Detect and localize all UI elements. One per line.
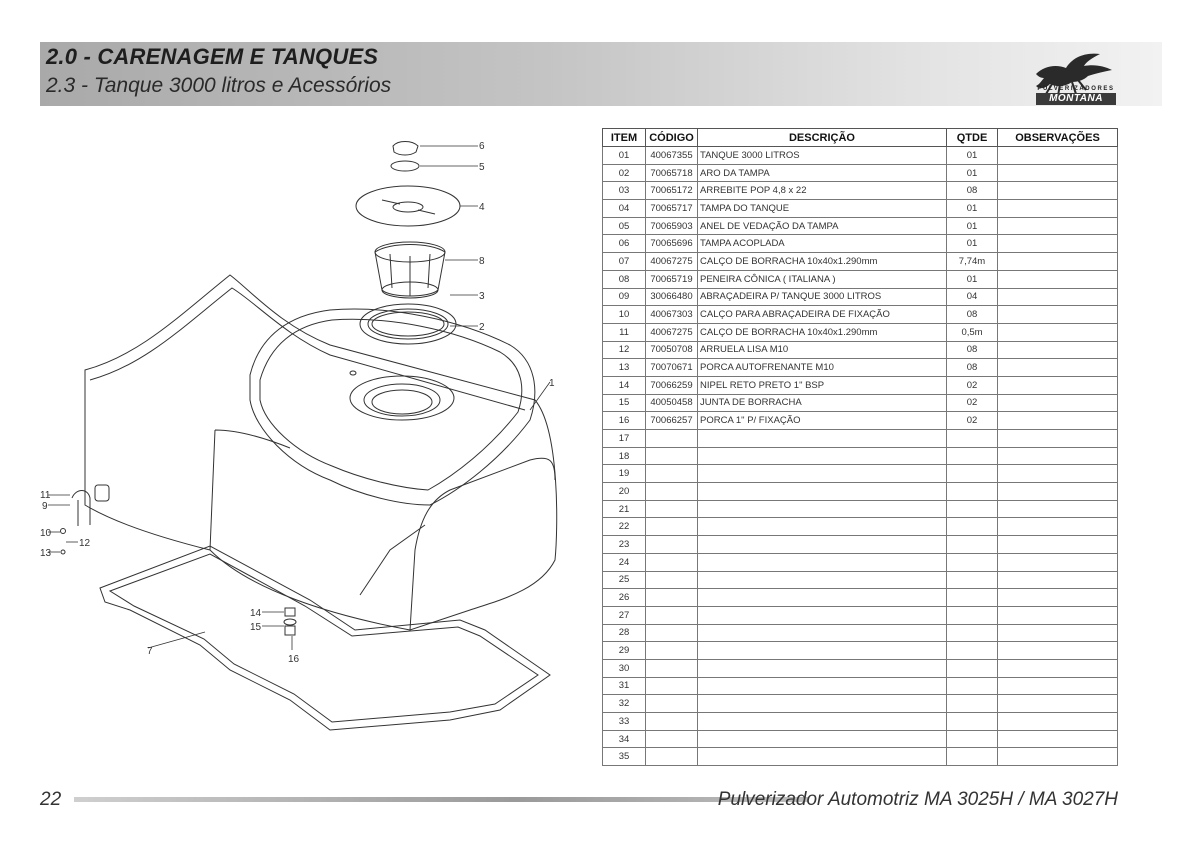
cell-description: NIPEL RETO PRETO 1" BSP — [698, 376, 947, 394]
cell-code — [646, 589, 698, 607]
cell-notes — [998, 553, 1118, 571]
table-row — [603, 518, 1118, 536]
part-lid — [356, 186, 460, 226]
cell-item: 35 — [603, 748, 646, 766]
cell-description — [698, 589, 947, 607]
callout-9: 9 — [42, 501, 48, 512]
cell-item: 07 — [603, 253, 646, 271]
cell-item: 08 — [603, 270, 646, 288]
cell-code — [646, 642, 698, 660]
callout-16: 16 — [288, 654, 300, 665]
table-row — [603, 536, 1118, 554]
cell-description — [698, 447, 947, 465]
cell-qty: 01 — [947, 147, 998, 165]
cell-item: 09 — [603, 288, 646, 306]
cell-description: CALÇO DE BORRACHA 10x40x1.290mm — [698, 323, 947, 341]
cell-code — [646, 695, 698, 713]
cell-description: ABRAÇADEIRA P/ TANQUE 3000 LITROS — [698, 288, 947, 306]
cell-item: 28 — [603, 624, 646, 642]
cell-description — [698, 500, 947, 518]
table-row — [603, 270, 1118, 288]
table-row — [603, 553, 1118, 571]
cell-notes — [998, 270, 1118, 288]
table-row — [603, 394, 1118, 412]
cell-qty: 08 — [947, 306, 998, 324]
subsection-title: 2.3 - Tanque 3000 litros e Acessórios — [46, 74, 392, 97]
cell-code — [646, 518, 698, 536]
table-row — [603, 695, 1118, 713]
col-header-qty: QTDE — [947, 129, 998, 147]
cell-notes — [998, 571, 1118, 589]
cell-description — [698, 659, 947, 677]
cell-notes — [998, 217, 1118, 235]
cell-description: PORCA AUTOFRENANTE M10 — [698, 359, 947, 377]
cell-item: 25 — [603, 571, 646, 589]
cell-description — [698, 536, 947, 554]
cell-qty — [947, 465, 998, 483]
cell-description: CALÇO DE BORRACHA 10x40x1.290mm — [698, 253, 947, 271]
cell-qty — [947, 536, 998, 554]
part-fitting — [285, 608, 295, 616]
footer-rule — [74, 797, 808, 802]
table-row — [603, 182, 1118, 200]
tank-dome — [250, 309, 535, 505]
callout-10: 10 — [40, 528, 52, 539]
cell-item: 33 — [603, 713, 646, 731]
parts-table-body — [603, 147, 1118, 766]
table-row — [603, 217, 1118, 235]
cell-item: 02 — [603, 164, 646, 182]
callout-5: 5 — [479, 162, 485, 173]
cell-item: 34 — [603, 730, 646, 748]
cell-item: 06 — [603, 235, 646, 253]
table-row — [603, 147, 1118, 165]
cell-item: 29 — [603, 642, 646, 660]
cell-item: 14 — [603, 376, 646, 394]
cell-description — [698, 465, 947, 483]
table-row — [603, 235, 1118, 253]
cell-code: 70065696 — [646, 235, 698, 253]
cell-qty: 02 — [947, 394, 998, 412]
cell-description — [698, 483, 947, 501]
callout-1: 1 — [549, 378, 555, 389]
cell-code: 70065717 — [646, 200, 698, 218]
table-row — [603, 323, 1118, 341]
table-row — [603, 376, 1118, 394]
cell-code: 70070671 — [646, 359, 698, 377]
cell-item: 03 — [603, 182, 646, 200]
cell-qty — [947, 713, 998, 731]
cell-code: 70066259 — [646, 376, 698, 394]
cell-notes — [998, 430, 1118, 448]
cell-code: 70065719 — [646, 270, 698, 288]
callout-4: 4 — [479, 202, 485, 213]
cell-notes — [998, 412, 1118, 430]
cell-notes — [998, 589, 1118, 607]
cell-qty — [947, 748, 998, 766]
cell-description — [698, 624, 947, 642]
cell-item: 23 — [603, 536, 646, 554]
section-title: 2.0 - CARENAGEM E TANQUES — [46, 44, 379, 69]
cell-item: 13 — [603, 359, 646, 377]
col-header-code: CÓDIGO — [646, 129, 698, 147]
cell-qty: 01 — [947, 164, 998, 182]
table-header-row — [603, 129, 1118, 147]
table-row — [603, 606, 1118, 624]
table-row — [603, 500, 1118, 518]
cell-qty: 08 — [947, 359, 998, 377]
cell-code: 40050458 — [646, 394, 698, 412]
cell-item: 22 — [603, 518, 646, 536]
table-row — [603, 730, 1118, 748]
cell-notes — [998, 730, 1118, 748]
cell-notes — [998, 253, 1118, 271]
cell-item: 10 — [603, 306, 646, 324]
table-row — [603, 713, 1118, 731]
cell-qty: 01 — [947, 200, 998, 218]
table-row — [603, 748, 1118, 766]
callout-11: 11 — [40, 490, 51, 501]
cell-notes — [998, 341, 1118, 359]
page-number: 22 — [40, 789, 62, 810]
cell-code — [646, 677, 698, 695]
cell-qty — [947, 589, 998, 607]
cell-code — [646, 730, 698, 748]
cell-code — [646, 571, 698, 589]
cell-qty — [947, 677, 998, 695]
cell-description — [698, 553, 947, 571]
cell-item: 12 — [603, 341, 646, 359]
part-cap — [393, 142, 418, 156]
cell-qty: 01 — [947, 217, 998, 235]
table-row — [603, 359, 1118, 377]
cell-item: 18 — [603, 447, 646, 465]
cell-item: 20 — [603, 483, 646, 501]
cell-code: 70065903 — [646, 217, 698, 235]
cell-qty — [947, 430, 998, 448]
cell-description — [698, 677, 947, 695]
callout-12: 12 — [79, 538, 91, 549]
tank-body — [85, 275, 557, 630]
cell-code: 30066480 — [646, 288, 698, 306]
footer-title: Pulverizador Automotriz MA 3025H / MA 3027H — [717, 789, 1118, 810]
cell-item: 15 — [603, 394, 646, 412]
cell-description — [698, 518, 947, 536]
cell-notes — [998, 147, 1118, 165]
cell-code: 70065718 — [646, 164, 698, 182]
cell-qty: 08 — [947, 341, 998, 359]
cell-item: 21 — [603, 500, 646, 518]
table-row — [603, 624, 1118, 642]
cell-code — [646, 659, 698, 677]
cell-description: PENEIRA CÔNICA ( ITALIANA ) — [698, 270, 947, 288]
cell-qty: 01 — [947, 270, 998, 288]
cell-qty: 08 — [947, 182, 998, 200]
cell-qty: 0,5m — [947, 323, 998, 341]
cell-qty — [947, 695, 998, 713]
cell-code: 40067275 — [646, 253, 698, 271]
cell-item: 24 — [603, 553, 646, 571]
table-row — [603, 677, 1118, 695]
cell-notes — [998, 536, 1118, 554]
cell-qty — [947, 642, 998, 660]
cell-code: 70066257 — [646, 412, 698, 430]
cell-notes — [998, 713, 1118, 731]
cell-qty: 02 — [947, 412, 998, 430]
cell-notes — [998, 235, 1118, 253]
cell-notes — [998, 359, 1118, 377]
table-row — [603, 483, 1118, 501]
callout-15: 15 — [250, 622, 262, 633]
cell-qty — [947, 571, 998, 589]
logo-brand: MONTANA — [1036, 93, 1116, 105]
cell-notes — [998, 376, 1118, 394]
cell-item: 32 — [603, 695, 646, 713]
table-row — [603, 200, 1118, 218]
parts-table — [602, 128, 1118, 766]
cell-item: 16 — [603, 412, 646, 430]
table-row — [603, 253, 1118, 271]
table-row — [603, 589, 1118, 607]
cell-notes — [998, 518, 1118, 536]
cell-code: 40067275 — [646, 323, 698, 341]
cell-description: ANEL DE VEDAÇÃO DA TAMPA — [698, 217, 947, 235]
cell-description: PORCA 1" P/ FIXAÇÃO — [698, 412, 947, 430]
cell-description — [698, 606, 947, 624]
part-clamp — [72, 491, 90, 527]
cell-description — [698, 642, 947, 660]
cell-code — [646, 624, 698, 642]
cell-item: 04 — [603, 200, 646, 218]
cell-description: CALÇO PARA ABRAÇADEIRA DE FIXAÇÃO — [698, 306, 947, 324]
cell-notes — [998, 288, 1118, 306]
cell-description — [698, 748, 947, 766]
cell-qty — [947, 624, 998, 642]
cell-notes — [998, 659, 1118, 677]
cell-code — [646, 748, 698, 766]
cell-notes — [998, 606, 1118, 624]
cell-notes — [998, 394, 1118, 412]
cell-description — [698, 713, 947, 731]
cell-description — [698, 571, 947, 589]
logo-tagline: PULVERIZADORES — [1037, 86, 1115, 92]
cell-notes — [998, 447, 1118, 465]
cell-qty — [947, 606, 998, 624]
cell-qty — [947, 659, 998, 677]
cell-qty — [947, 730, 998, 748]
table-row — [603, 659, 1118, 677]
callout-14: 14 — [250, 608, 262, 619]
cell-code: 40067303 — [646, 306, 698, 324]
callout-8: 8 — [479, 256, 485, 267]
cell-code — [646, 465, 698, 483]
cell-qty — [947, 500, 998, 518]
cell-code — [646, 500, 698, 518]
cell-description — [698, 430, 947, 448]
callout-13: 13 — [40, 548, 52, 559]
cell-item: 11 — [603, 323, 646, 341]
table-row — [603, 306, 1118, 324]
cell-qty: 7,74m — [947, 253, 998, 271]
cell-item: 17 — [603, 430, 646, 448]
table-row — [603, 430, 1118, 448]
table-row — [603, 447, 1118, 465]
cell-qty — [947, 518, 998, 536]
cell-item: 26 — [603, 589, 646, 607]
cell-description — [698, 695, 947, 713]
cell-notes — [998, 677, 1118, 695]
cell-description: ARRUELA LISA M10 — [698, 341, 947, 359]
cell-notes — [998, 624, 1118, 642]
cell-notes — [998, 748, 1118, 766]
cell-code — [646, 553, 698, 571]
col-header-description: DESCRIÇÃO — [698, 129, 947, 147]
cell-description: ARO DA TAMPA — [698, 164, 947, 182]
cell-item: 30 — [603, 659, 646, 677]
cell-code — [646, 447, 698, 465]
cell-notes — [998, 465, 1118, 483]
cell-notes — [998, 200, 1118, 218]
col-header-notes: OBSERVAÇÕES — [998, 129, 1118, 147]
cell-notes — [998, 323, 1118, 341]
cell-qty: 02 — [947, 376, 998, 394]
cell-item: 19 — [603, 465, 646, 483]
cell-code — [646, 483, 698, 501]
cell-notes — [998, 500, 1118, 518]
table-row — [603, 571, 1118, 589]
cell-description: ARREBITE POP 4,8 x 22 — [698, 182, 947, 200]
cell-item: 01 — [603, 147, 646, 165]
callout-6: 6 — [479, 141, 485, 152]
cell-qty — [947, 553, 998, 571]
table-row — [603, 164, 1118, 182]
cell-item: 27 — [603, 606, 646, 624]
cell-qty — [947, 483, 998, 501]
cell-description: JUNTA DE BORRACHA — [698, 394, 947, 412]
cell-notes — [998, 182, 1118, 200]
cell-notes — [998, 695, 1118, 713]
cell-description: TAMPA ACOPLADA — [698, 235, 947, 253]
cell-code: 70065172 — [646, 182, 698, 200]
cell-qty: 04 — [947, 288, 998, 306]
cell-description: TAMPA DO TANQUE — [698, 200, 947, 218]
cell-qty — [947, 447, 998, 465]
callout-7: 7 — [147, 646, 153, 657]
cell-code — [646, 430, 698, 448]
exploded-parts-diagram — [30, 130, 590, 740]
part-oring — [391, 161, 419, 171]
cell-item: 05 — [603, 217, 646, 235]
table-row — [603, 341, 1118, 359]
table-row — [603, 288, 1118, 306]
callout-3: 3 — [479, 291, 485, 302]
table-row — [603, 642, 1118, 660]
cell-code — [646, 713, 698, 731]
cell-notes — [998, 306, 1118, 324]
cell-description: TANQUE 3000 LITROS — [698, 147, 947, 165]
table-row — [603, 465, 1118, 483]
cell-item: 31 — [603, 677, 646, 695]
cell-notes — [998, 642, 1118, 660]
col-header-item: ITEM — [603, 129, 646, 147]
cell-code — [646, 536, 698, 554]
cell-code: 70050708 — [646, 341, 698, 359]
callout-2: 2 — [479, 322, 485, 333]
cell-notes — [998, 164, 1118, 182]
table-row — [603, 412, 1118, 430]
cell-qty: 01 — [947, 235, 998, 253]
cell-code — [646, 606, 698, 624]
cell-description — [698, 730, 947, 748]
cell-code: 40067355 — [646, 147, 698, 165]
cell-notes — [998, 483, 1118, 501]
